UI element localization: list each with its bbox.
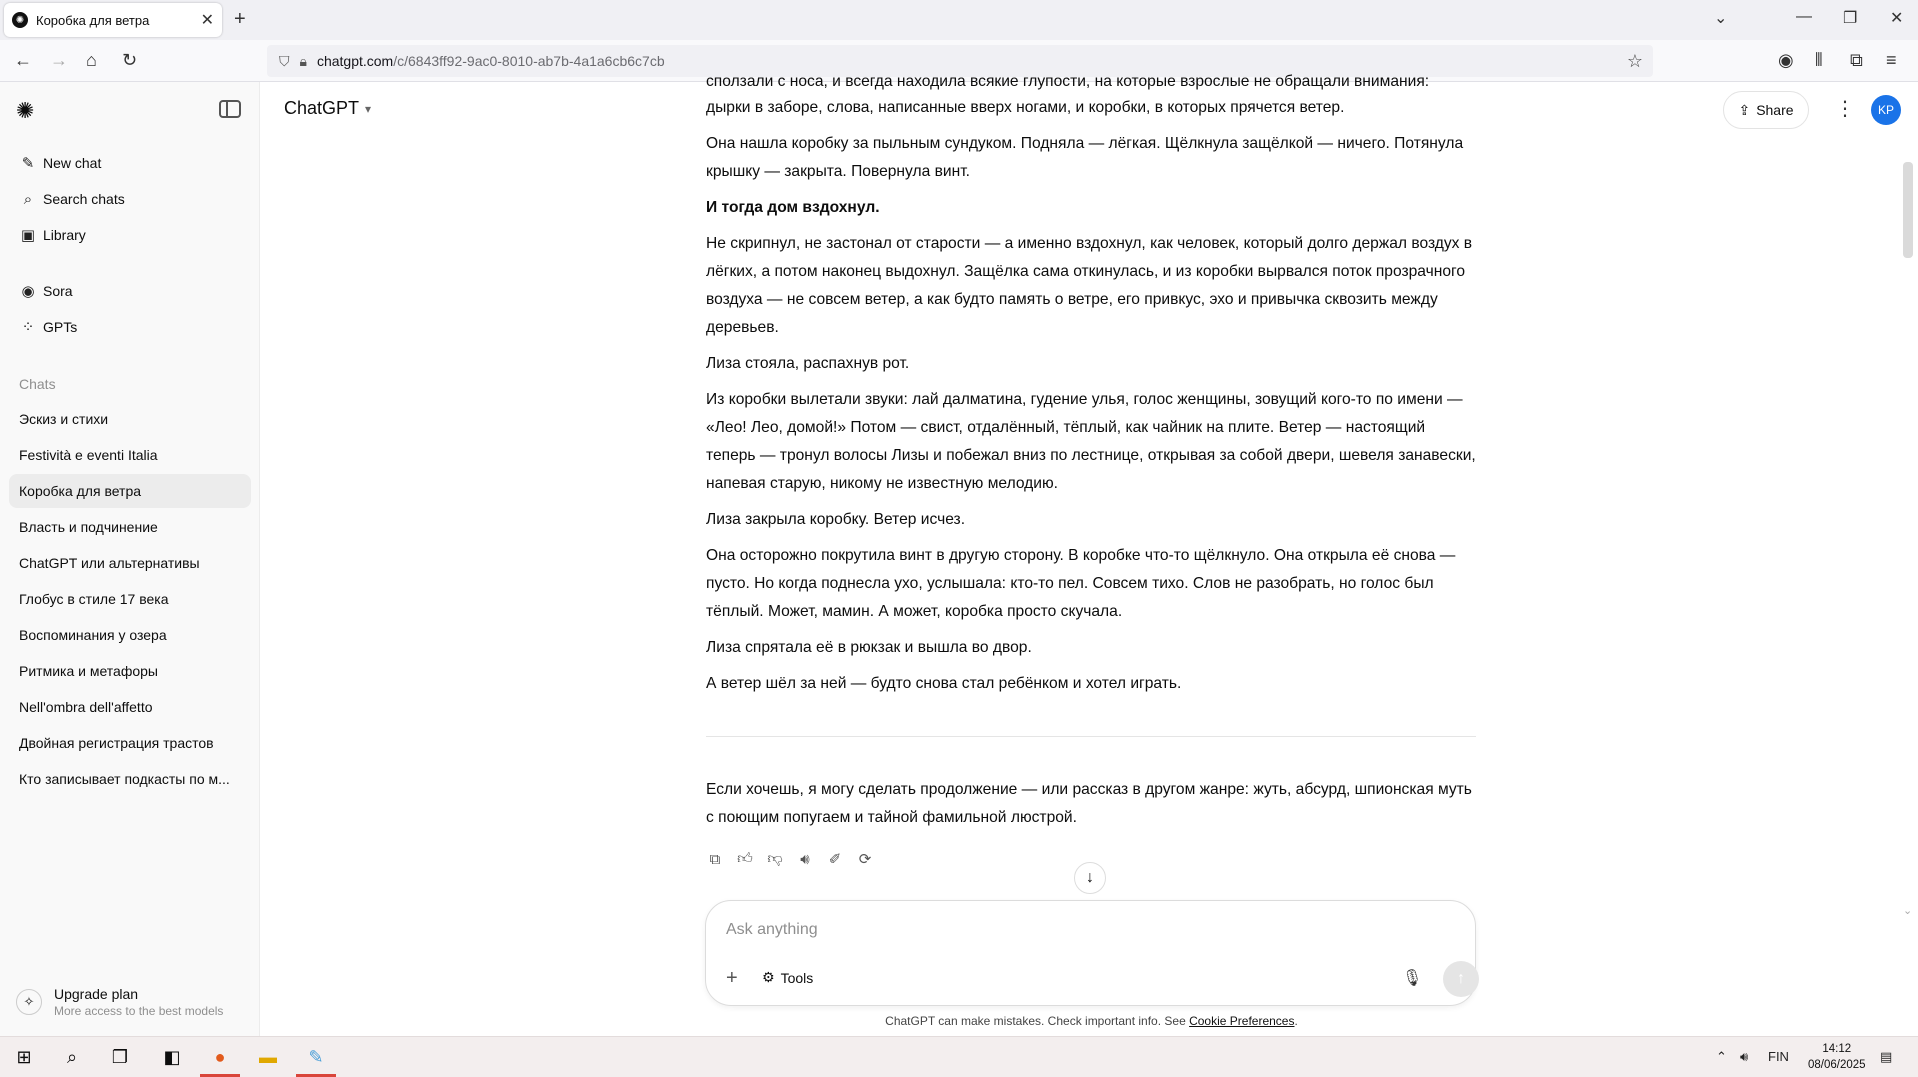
chat-history-item[interactable] xyxy=(9,690,251,724)
firefox-icon[interactable]: ● xyxy=(206,1043,234,1071)
chat-title: Глобус в стиле 17 века xyxy=(19,591,169,607)
paint-icon[interactable]: ✎ xyxy=(302,1043,330,1071)
list-tabs-icon[interactable]: ⌄ xyxy=(1714,10,1728,27)
library-images-icon: ▣ xyxy=(20,227,36,244)
search-chats-button[interactable] xyxy=(9,182,251,216)
chat-title: Воспоминания у озера xyxy=(19,627,167,643)
scrollbar-thumb[interactable] xyxy=(1903,162,1913,258)
browser-tabbar xyxy=(0,0,1918,40)
file-explorer-icon[interactable]: ▬ xyxy=(259,1046,277,1067)
volume-icon[interactable]: 🔊︎ xyxy=(1740,1049,1749,1064)
share-icon: ⇪ xyxy=(1738,101,1751,118)
chat-history-item[interactable] xyxy=(9,654,251,688)
send-button[interactable]: ↑ xyxy=(1443,961,1479,997)
message-paragraph: Лиза спрятала её в рюкзак и вышла во двор. xyxy=(706,639,1032,656)
chat-history-item[interactable] xyxy=(9,618,251,652)
edit-canvas-icon[interactable]: ✐ xyxy=(828,851,842,868)
upgrade-subtitle: More access to the best models xyxy=(54,1004,224,1018)
message-paragraph: сползали с носа, и всегда находила всякие глупости, на которые взрослые не обращали внимания: xyxy=(706,73,1430,90)
upgrade-title: Upgrade plan xyxy=(54,986,139,1002)
sidebar xyxy=(0,82,260,1036)
search-icon[interactable]: ⌕ xyxy=(66,1046,78,1067)
chat-history-item-active[interactable] xyxy=(9,474,251,508)
notifications-icon[interactable]: ▤ xyxy=(1880,1049,1893,1064)
clock[interactable] xyxy=(1808,1041,1866,1073)
sora-icon: ◉ xyxy=(21,283,35,300)
edit-icon: ✎ xyxy=(21,155,35,172)
clock-date: 08/06/2025 xyxy=(1808,1059,1866,1071)
model-selector[interactable] xyxy=(284,98,371,119)
copy-icon[interactable]: ⧉ xyxy=(709,850,721,868)
lock-icon[interactable]: 🔒︎ xyxy=(299,52,307,69)
back-icon[interactable]: ← xyxy=(14,50,32,70)
disclaimer-text: ChatGPT can make mistakes. Check important info. See xyxy=(885,1014,1186,1028)
gpts-grid-icon: ⁘ xyxy=(21,319,35,336)
thumbs-down-icon[interactable]: 👎︎ xyxy=(767,850,783,867)
new-chat-button[interactable] xyxy=(9,146,251,180)
tray-chevron-icon[interactable]: ⌃ xyxy=(1716,1049,1727,1064)
windows-taskbar xyxy=(0,1036,1918,1077)
cookie-preferences-link[interactable]: Cookie Preferences xyxy=(1189,1014,1295,1028)
message-paragraph: Из коробки вылетали звуки: лай далматина, гудение улья, голос женщины, зовущий кого-то по имени — «Лео! Лео, домой!» Потом — свист, отдалённый, тёплый, как чайник на плите. Ветер — настоящий теперь — тронул волосы Лизы и побежал вниз по лестнице, открывая за собой двери, шевеля занавески, напевая старую, никому не известную мелодию. xyxy=(706,391,1476,492)
main-panel xyxy=(261,73,1918,1036)
chat-history-item[interactable] xyxy=(9,402,251,436)
chat-title: Кто записывает подкасты по м... xyxy=(19,771,230,787)
prompt-input[interactable]: Ask anything xyxy=(726,921,818,938)
arrow-down-icon: ↓ xyxy=(1086,869,1094,886)
attach-plus-icon[interactable]: + xyxy=(726,967,738,989)
chat-history-item[interactable] xyxy=(9,438,251,472)
chat-history-item[interactable] xyxy=(9,726,251,760)
chevron-down-icon: ▾ xyxy=(365,101,372,116)
chat-title: Ритмика и метафоры xyxy=(19,663,158,679)
sora-label: Sora xyxy=(43,283,73,299)
close-window-icon[interactable]: ✕ xyxy=(1890,10,1904,27)
disclaimer-end: . xyxy=(1294,1014,1298,1028)
extensions-icon[interactable]: ⧉ xyxy=(1850,50,1863,70)
more-options-icon[interactable]: ⋮ xyxy=(1835,98,1855,120)
sora-button[interactable] xyxy=(9,274,251,308)
chatgpt-favicon-icon: ✺ xyxy=(12,12,28,28)
upgrade-icon: ✧ xyxy=(16,989,42,1015)
search-chats-label: Search chats xyxy=(43,191,125,207)
chat-title: Коробка для ветра xyxy=(19,483,142,499)
message-paragraph: дырки в заборе, слова, написанные вверх ногами, и коробки, в которых прячется ветер. xyxy=(706,99,1345,116)
account-icon[interactable]: ◉ xyxy=(1778,50,1794,70)
url-path: /c/6843ff92-9ac0-8010-ab7b-4a1a6cb6c7cb xyxy=(393,53,665,69)
library-label: Library xyxy=(43,227,86,243)
tools-sliders-icon: ⚙ xyxy=(762,969,775,985)
microphone-icon[interactable]: 🎙︎ xyxy=(1402,970,1423,987)
scroll-down-arrow-icon[interactable]: ⌄ xyxy=(1903,905,1913,917)
upgrade-plan-button[interactable] xyxy=(16,986,223,1018)
chat-history-item[interactable] xyxy=(9,546,251,580)
avatar[interactable]: KP xyxy=(1871,95,1901,125)
thumbs-up-icon[interactable]: 👍︎ xyxy=(737,850,753,867)
close-tab-icon[interactable]: ✕ xyxy=(200,12,214,29)
message-paragraph: Она нашла коробку за пыльным сундуком. Подняла — лёгкая. Щёлкнула защёлкой — ничего. Потянула крышку — закрыта. Повернула винт. xyxy=(706,135,1464,180)
chats-section-label: Chats xyxy=(19,376,56,392)
gpts-button[interactable] xyxy=(9,310,251,344)
message-paragraph-bold: И тогда дом вздохнул. xyxy=(706,199,880,216)
composer xyxy=(705,900,1476,1006)
share-label: Share xyxy=(1756,102,1794,118)
message-paragraph: А ветер шёл за ней — будто снова стал ребёнком и хотел играть. xyxy=(706,675,1182,692)
chat-title: Nell'ombra dell'affetto xyxy=(19,699,153,715)
chat-title: Власть и подчинение xyxy=(19,519,158,535)
gpts-label: GPTs xyxy=(43,319,78,335)
restore-icon[interactable]: ❐ xyxy=(1843,10,1858,27)
disclaimer xyxy=(706,1014,1477,1028)
share-button[interactable] xyxy=(1723,91,1809,129)
chat-title: Festività e eventi Italia xyxy=(19,447,158,463)
minimize-icon[interactable]: — xyxy=(1796,8,1812,25)
message-paragraph: Лиза закрыла коробку. Ветер исчез. xyxy=(706,511,966,528)
language-indicator[interactable]: FIN xyxy=(1768,1049,1789,1064)
sidebar-toggle-icon[interactable] xyxy=(219,100,241,118)
browser-tab[interactable] xyxy=(4,3,222,37)
library-button[interactable] xyxy=(9,218,251,252)
tools-button[interactable] xyxy=(762,969,813,986)
bookmark-star-icon[interactable]: ☆ xyxy=(1626,51,1643,71)
regenerate-icon[interactable]: ⟳ xyxy=(858,851,872,868)
chat-title: Эскиз и стихи xyxy=(19,411,109,427)
message-actions xyxy=(706,850,874,868)
home-icon[interactable]: ⌂ xyxy=(86,50,97,70)
message-paragraph: Лиза стояла, распахнув рот. xyxy=(706,355,910,372)
reload-icon[interactable]: ↻ xyxy=(122,50,138,70)
chat-title: ChatGPT или альтернативы xyxy=(19,555,200,571)
openai-logo-icon[interactable]: ✺ xyxy=(16,98,35,123)
search-icon: ⌕ xyxy=(23,190,33,208)
chat-title: Двойная регистрация трастов xyxy=(19,735,214,751)
read-aloud-icon[interactable]: 🔊︎ xyxy=(800,850,810,868)
message-paragraph: Не скрипнул, не застонал от старости — а именно вздохнул, как человек, который долго держал воздух в лёгких, а потом наконец выдохнул. Защёлка сама откинулась, и из коробки вырвался поток прозрачного воздуха — не совсем ветер, а как будто память о ветре, его привкус, эхо и привычка сквозить между деревьев. xyxy=(706,235,1473,336)
new-chat-label: New chat xyxy=(43,155,102,171)
message-paragraph: Она осторожно покрутила винт в другую сторону. В коробке что-то щёлкнуло. Она открыла её снова — пусто. Но когда поднесла ухо, услышала: кто-то пел. Совсем тихо. Слов не разобрать, но голос был тёплый. Может, мамин. А может, коробка просто скучала. xyxy=(706,547,1456,620)
chat-history-item[interactable] xyxy=(9,582,251,616)
app-icon[interactable]: ◧ xyxy=(163,1046,181,1067)
chat-history-item[interactable] xyxy=(9,510,251,544)
menu-icon[interactable]: ≡ xyxy=(1886,50,1897,70)
scroll-down-button[interactable] xyxy=(1074,862,1106,894)
shield-icon[interactable]: ⛉ xyxy=(279,52,290,69)
chat-history-item[interactable] xyxy=(9,762,251,796)
tab-title: Коробка для ветра xyxy=(36,12,150,28)
windows-start-icon[interactable]: ⊞ xyxy=(16,1046,32,1067)
tools-label: Tools xyxy=(780,969,814,986)
new-tab-icon[interactable]: + xyxy=(234,8,246,30)
clock-time: 14:12 xyxy=(1822,1043,1852,1055)
divider xyxy=(706,736,1476,737)
url-host: chatgpt.com xyxy=(316,53,394,69)
model-name: ChatGPT xyxy=(284,98,360,118)
forward-icon[interactable]: → xyxy=(50,50,68,70)
message-paragraph: Если хочешь, я могу сделать продолжение — или рассказ в другом жанре: жуть, абсурд, шпионская муть с поющим попугаем и тайной фамильной люстрой. xyxy=(706,781,1472,826)
library-icon[interactable]: ⫴ xyxy=(1815,50,1823,70)
task-view-icon[interactable]: ❐ xyxy=(111,1046,129,1067)
